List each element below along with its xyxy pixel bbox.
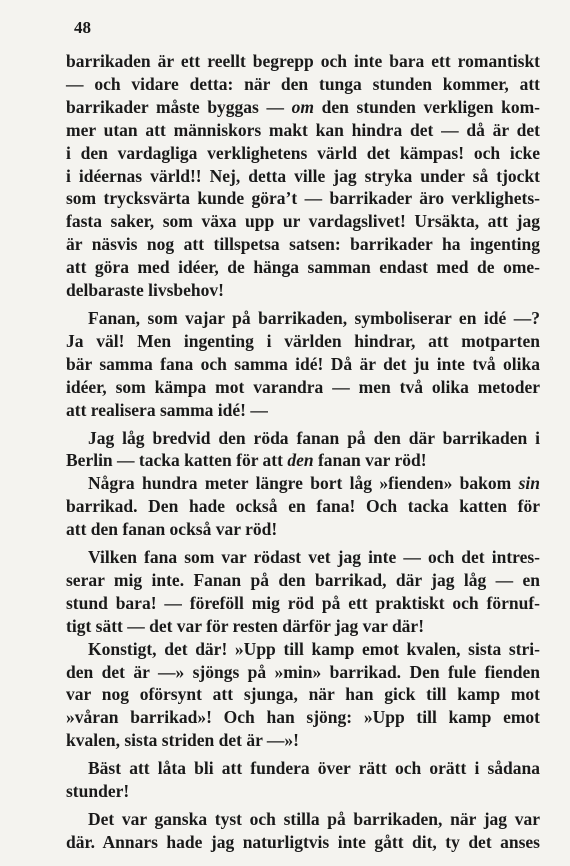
text-line: fasta saker, som växa upp ur vardagslivet! Ursäkta, att jag bbox=[66, 211, 540, 232]
text-line: stund bara! — föreföll mig röd på ett praktiskt och förnuf- bbox=[66, 592, 540, 613]
text-line: är näsvis nog att tillspetsa satsen: barrikader ha ingenting bbox=[66, 234, 540, 255]
text-line: Bäst att låta bli att fundera över rätt och orätt i sådana bbox=[88, 758, 540, 779]
body-text bbox=[66, 50, 540, 854]
text-line: att göra med idéer, de hänga samman endast med de ome- bbox=[66, 257, 540, 278]
text-line: var nog oförsynt att sjunga, när han gick till kamp mot bbox=[66, 684, 540, 705]
text-line: barrikader måste byggas — om den stunden verkligen kom- bbox=[66, 96, 541, 117]
text-line: serar mig inte. Fanan på den barrikad, där jag låg — en bbox=[66, 569, 540, 590]
text-line: där. Annars hade jag naturligtvis inte gått dit, ty det anses bbox=[66, 831, 540, 852]
text-line: barrikaden är ett reellt begrepp och inte bara ett romantiskt bbox=[66, 51, 540, 71]
text-line: tigt sätt — det var för resten därför jag var där! bbox=[66, 615, 425, 636]
text-line: idéer, som kämpa mot varandra — men två olika metoder bbox=[66, 376, 540, 397]
text-line: — och vidare detta: när den tunga stunden kommer, att bbox=[66, 73, 540, 94]
text-line: Konstigt, det där! »Upp till kamp emot kvalen, sista stri- bbox=[88, 638, 540, 659]
text-line: bär samma fana och samma idé! Då är det ju inte två olika bbox=[66, 353, 540, 374]
text-line: »våran barrikad»! Och han sjöng: »Upp till kamp emot bbox=[66, 707, 540, 728]
text-line: Jag låg bredvid den röda fanan på den där barrikaden i bbox=[88, 427, 540, 448]
page-number: 48 bbox=[74, 18, 91, 37]
text-line: Det var ganska tyst och stilla på barrikaden, när jag var bbox=[88, 809, 540, 829]
text-line: mer utan att människors makt kan hindra det — då är det bbox=[66, 119, 540, 140]
text-line: som trycksvärta kunde göra’t — barrikader äro verklighets- bbox=[66, 188, 540, 209]
text-line: Ja väl! Men ingenting i världen hindrar, att motparten bbox=[66, 330, 540, 351]
text-line: i den vardagliga verklighetens värld det kämpas! och icke bbox=[66, 142, 540, 163]
text-line: Vilken fana som var rödast vet jag inte — och det intres- bbox=[88, 547, 540, 568]
text-line: att den fanan också var röd! bbox=[66, 519, 278, 540]
text-line: Fanan, som vajar på barrikaden, symboliserar en idé —? bbox=[88, 307, 540, 328]
text-line: stunder! bbox=[66, 781, 130, 802]
text-line: i idéernas värld!! Nej, detta ville jag stryka under så tjockt bbox=[66, 165, 540, 186]
text-line: Några hundra meter längre bort låg »fienden» bakom sin bbox=[88, 473, 540, 494]
text-line: att realisera samma idé! — bbox=[66, 399, 268, 420]
text-line: den det är —» sjöngs på »min» barrikad. Den fule fienden bbox=[66, 661, 540, 682]
text-line: Berlin — tacka katten för att den fanan var röd! bbox=[66, 450, 427, 471]
text-line: barrikad. Den hade också en fana! Och tacka katten för bbox=[66, 496, 540, 517]
text-line: delbaraste livsbehov! bbox=[66, 280, 224, 301]
text-line: kvalen, sista striden det är —»! bbox=[66, 730, 300, 751]
